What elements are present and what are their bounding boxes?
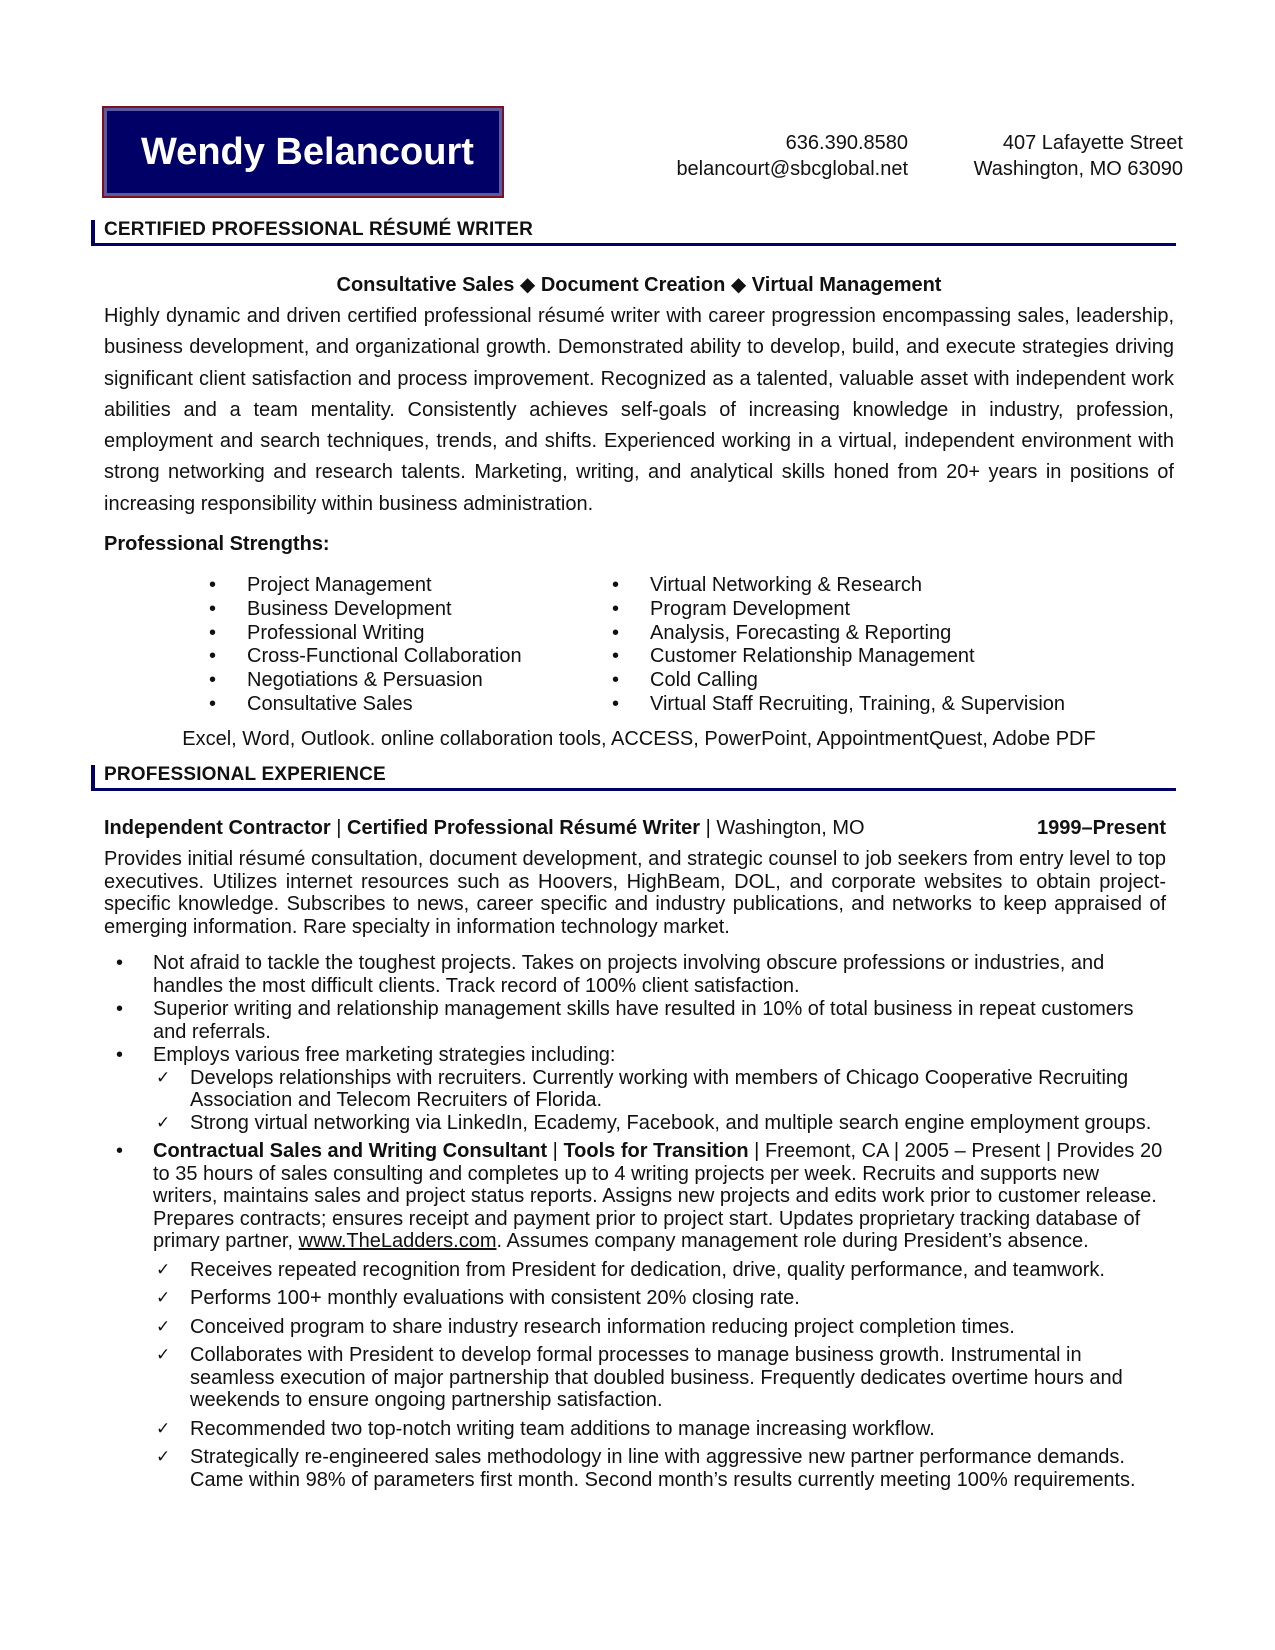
list-item: • Cold Calling <box>612 669 1065 693</box>
job-header: Independent Contractor | Certified Professional Résumé Writer | Washington, MO 1999–Present <box>104 817 1166 839</box>
list-item: • Not afraid to tackle the toughest projects. Takes on projects involving obscure professions or industries, and handles the most difficult clients. Track record of 100% client satisfaction. <box>104 952 1166 997</box>
check-item: ✓ Develops relationships with recruiters. Currently working with members of Chicago Cooperative Recruiting Association and Telecom Recruiters of Florida. <box>153 1067 1166 1112</box>
strengths-label: Professional Strengths: <box>104 533 330 555</box>
list-item <box>104 1140 1166 1491</box>
checklist <box>153 1259 1166 1492</box>
candidate-name: Wendy Belancourt <box>141 130 474 173</box>
list-item: • Project Management <box>209 574 522 598</box>
strengths-list-left <box>209 574 522 717</box>
consultant-role: Contractual Sales and Writing Consultant <box>153 1140 548 1162</box>
check-item: ✓ Receives repeated recognition from President for dedication, drive, quality performance, and teamwork. <box>153 1259 1166 1282</box>
check-item: ✓ Collaborates with President to develop formal processes to manage business growth. Instrumental in seamless execution of major partnership that doubled business. Frequently dedicates overtime hours and weekends to ensure ongoing partnership satisfaction. <box>153 1344 1166 1412</box>
summary-paragraph: Highly dynamic and driven certified professional résumé writer with career progression encompassing sales, leadership, business development, and organizational growth. Demonstrated ability to develop, build, and execute strategies driving significant client satisfaction and process improvement. Recognized as a talented, valuable asset with independent work abilities and a team mentality. Consistently achieves self-goals of increasing knowledge in industry, profession, employment and search techniques, trends, and shifts. Experienced working in a virtual, independent environment with strong networking and research talents. Marketing, writing, and analytical skills honed from 20+ years in positions of increasing responsibility within business administration. <box>104 305 1174 515</box>
section-heading-profile: CERTIFIED PROFESSIONAL RÉSUMÉ WRITER <box>91 220 1176 246</box>
strengths-list-right <box>612 574 1065 717</box>
software-tools: Excel, Word, Outlook. online collaboration tools, ACCESS, PowerPoint, AppointmentQuest, Adobe PDF <box>182 728 1096 750</box>
list-item: • Analysis, Forecasting & Reporting <box>612 622 1065 646</box>
achievement-list <box>104 952 1166 1492</box>
list-item: • Superior writing and relationship management skills have resulted in 10% of total business in repeat customers and referrals. <box>104 998 1166 1043</box>
consultant-org: Tools for Transition <box>563 1140 749 1162</box>
list-item: • Customer Relationship Management <box>612 645 1065 669</box>
list-item-text: • Contractual Sales and Writing Consultant | Tools for Transition | Freemont, CA | 2005 – Present | Provides 20 to 35 hours of sales consulting and completes up to 4 writing projects per week. Recruits and supports new writers, maintains sales and project status reports. Assigns new projects and edits work prior to customer release. Prepares contracts; ensures receipt and payment prior to project start. Updates proprietary tracking database of primary partner, www.TheLadders.com. Assumes company management role during President’s absence. <box>153 1140 1163 1252</box>
list-item: • Negotiations & Persuasion <box>209 669 522 693</box>
list-item: • Consultative Sales <box>209 693 522 717</box>
check-item: ✓ Performs 100+ monthly evaluations with consistent 20% closing rate. <box>153 1287 1166 1310</box>
list-item-text: • Employs various free marketing strategies including: <box>153 1044 616 1066</box>
street-address: 407 Lafayette Street <box>1002 132 1183 154</box>
tagline: Consultative Sales ◆ Document Creation ◆ Virtual Management <box>336 274 942 296</box>
check-item: ✓ Strong virtual networking via LinkedIn, Ecademy, Facebook, and multiple search engine employment groups. <box>153 1112 1166 1135</box>
contact-address <box>974 130 1183 182</box>
job-location: Washington, MO <box>716 817 865 839</box>
check-item: ✓ Strategically re-engineered sales methodology in line with aggressive new partner performance demands. Came within 98% of parameters first month. Second month’s results currently meeting 100% requirements. <box>153 1446 1166 1491</box>
theladders-link[interactable]: www.TheLadders.com <box>298 1230 497 1252</box>
phone: 636.390.8580 <box>785 132 908 154</box>
job-org: Independent Contractor <box>104 817 331 839</box>
list-item: • Program Development <box>612 598 1065 622</box>
list-item: • Cross-Functional Collaboration <box>209 645 522 669</box>
list-item: • Professional Writing <box>209 622 522 646</box>
job-title: Certified Professional Résumé Writer <box>347 817 701 839</box>
contact-phone-email <box>676 130 908 182</box>
list-item: • Virtual Staff Recruiting, Training, & Supervision <box>612 693 1065 717</box>
email: belancourt@sbcglobal.net <box>676 158 908 180</box>
list-item: • Business Development <box>209 598 522 622</box>
name-banner <box>104 108 502 196</box>
check-item: ✓ Recommended two top-notch writing team additions to manage increasing workflow. <box>153 1418 1166 1441</box>
job-description: Provides initial résumé consultation, document development, and strategic counsel to job seekers from entry level to top executives. Utilizes internet resources such as Hoovers, HighBeam, DOL, and corporate websites to obtain project-specific knowledge. Subscribes to news, career specific and industry publications, and networks to keep appraised of emerging information. Rare specialty in information technology market. <box>104 848 1166 938</box>
consultant-text: Freemont, CA | 2005 – Present | Provides 20 to 35 hours of sales consulting and completes up to 4 writing projects per week. Recruits and supports new writers, maintains sales and project status reports. Assigns new projects and edits work prior to customer release. Prepares contracts; ensures receipt and payment prior to project start. Updates proprietary tracking database of primary partner, <box>153 1140 1163 1252</box>
checklist <box>153 1067 1166 1135</box>
consultant-text-end: . Assumes company management role during President’s absence. <box>496 1230 1089 1252</box>
city-state-zip: Washington, MO 63090 <box>973 158 1183 180</box>
section-heading-experience: PROFESSIONAL EXPERIENCE <box>91 765 1176 791</box>
list-item: • Virtual Networking & Research <box>612 574 1065 598</box>
check-item: ✓ Conceived program to share industry research information reducing project completion times. <box>153 1316 1166 1339</box>
job-dates: 1999–Present <box>1037 817 1166 839</box>
list-item <box>104 1044 1166 1134</box>
